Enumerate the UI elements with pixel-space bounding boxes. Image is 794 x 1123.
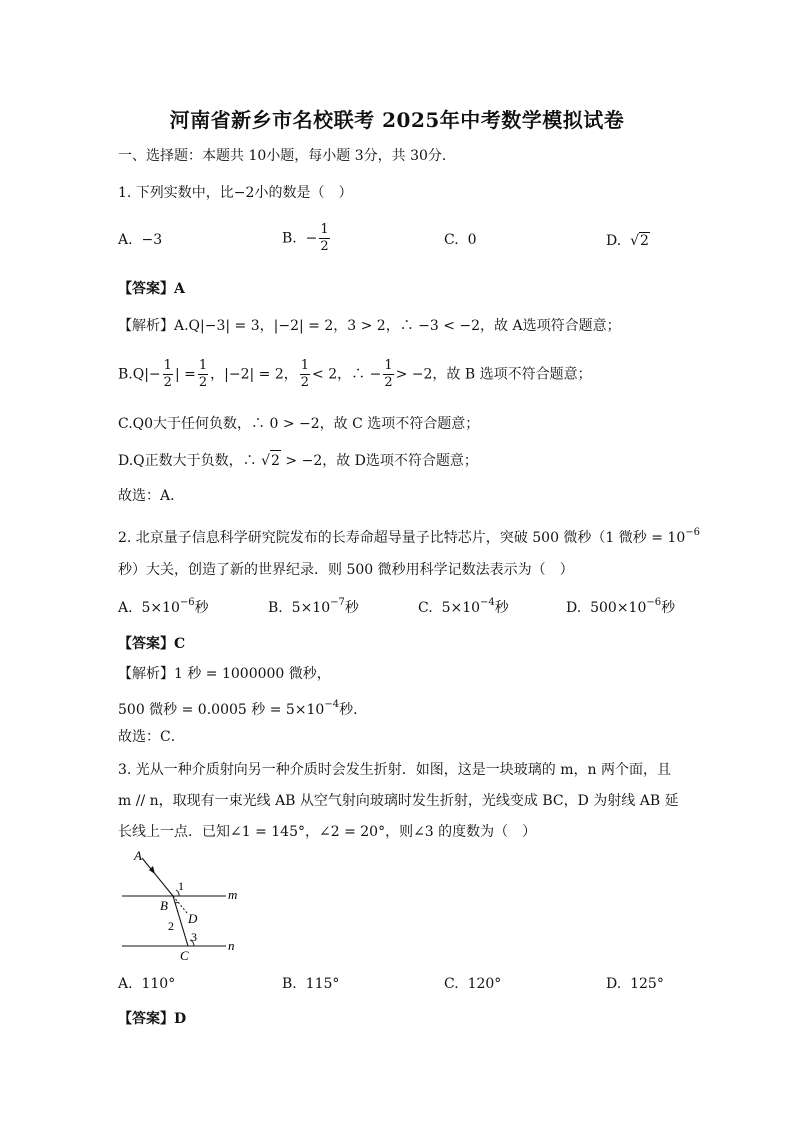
q2-analysis-1: 【解析】1 秒 = 1000000 微秒， (118, 666, 331, 682)
q2-stem-line2: 秒）大关，创造了新的世界纪录．则 500 微秒用科学记数法表示为（ ） (118, 562, 574, 578)
q1-analysis-a: 【解析】A.Q|−3| = 3，|−2| = 2，3 > 2，∴ −3 < −2，故 A选项符合题意； (118, 318, 621, 334)
q1-analysis-d: D.Q正数大于负数，∴ √2 > −2，故 D选项不符合题意； (118, 450, 478, 471)
q2-stem-line1: 2. 北京量子信息科学研究院发布的长寿命超导量子比特芯片，突破 500 微秒（1 微秒 = $10^{-6}$ (118, 527, 700, 546)
q3-answer: 【答案】D (118, 1011, 187, 1027)
q2-answer: 【答案】C (118, 636, 186, 652)
q3-option-a: A. 110° (118, 976, 176, 992)
q1-option-a: A. −3 (118, 232, 163, 248)
q3-stem-line1: 3. 光从一种介质射向另一种介质时会发生折射．如图，这是一块玻璃的 m，n 两个面，且 (118, 762, 671, 778)
q3-stem-line2: m // n，取现有一束光线 AB 从空气射向玻璃时发生折射，光线变成 BC，D 为射线 AB 延 (118, 793, 679, 809)
label-A: A (134, 848, 142, 863)
q1-conclusion: 故选：A． (118, 488, 185, 504)
q1-stem: 1. 下列实数中，比−2小的数是（ ） (118, 185, 353, 201)
page-title: 河南省新乡市名校联考 2025年中考数学模拟试卷 (169, 108, 625, 132)
label-3: 3 (191, 930, 197, 944)
label-n: n (228, 938, 235, 953)
label-m: m (228, 887, 238, 902)
q2-option-c: C. $5\times 10^{-4}$秒 (418, 597, 509, 616)
q2-option-d: D. $500\times 10^{-6}$秒 (566, 597, 676, 616)
label-1: 1 (178, 879, 184, 893)
q1-option-b: B. − $\frac{1}{2}$ (282, 222, 329, 254)
q3-option-c: C. 120° (444, 976, 502, 992)
ray-ab (142, 858, 173, 896)
label-C: C (180, 948, 189, 963)
q1-option-d: D. √2 (606, 233, 649, 249)
q3-option-d: D. 125° (606, 976, 664, 992)
q2-option-a: A. $5\times 10^{-6}$秒 (118, 597, 209, 616)
q2-option-b: B. $5\times 10^{-7}$秒 (268, 597, 359, 616)
q1-analysis-b: B.Q|− $\frac{1}{2}$ | = $\frac{1}{2}$ ，|−2| = 2， $\frac{1}{2}$ < 2，∴ − $\frac{1}{2}$ > −2，故 B 选项不符合题意； (118, 358, 592, 390)
label-2: 2 (168, 919, 174, 933)
q1-option-c: C. 0 (444, 232, 477, 248)
q3-option-b: B. 115° (282, 976, 340, 992)
q2-analysis-2: 500 微秒 = 0.0005 秒 = $5\times 10^{-4}$秒． (118, 699, 368, 718)
label-B: B (160, 898, 168, 913)
q1-answer: 【答案】A (118, 281, 185, 297)
segment-bc (173, 896, 188, 946)
q2-conclusion: 故选：C． (118, 729, 185, 745)
q3-figure (112, 846, 252, 968)
q3-stem-line3: 长线上一点．已知∠1 = 145°，∠2 = 20°，则∠3 的度数为（ ） (118, 824, 537, 840)
angle-2-arc (175, 902, 178, 903)
label-D: D (188, 911, 198, 926)
q1-analysis-c: C.Q0大于任何负数，∴ 0 > −2，故 C 选项不符合题意； (118, 416, 480, 432)
section-heading: 一、选择题：本题共 10小题，每小题 3分，共 30分． (118, 148, 456, 164)
